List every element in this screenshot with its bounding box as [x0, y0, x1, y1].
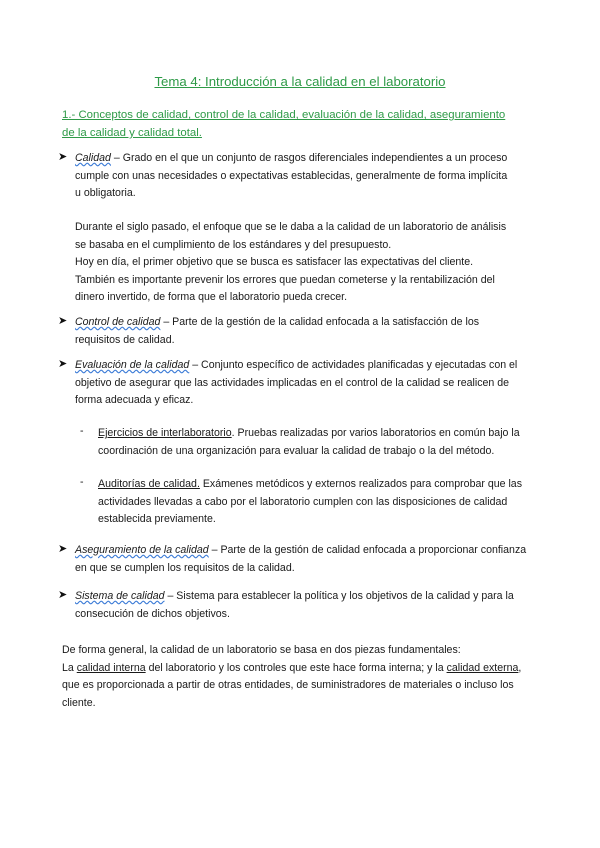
calidad-history-paragraph: [75, 219, 545, 307]
bullet-arrow-icon: ➤: [58, 543, 68, 555]
dash-bullet: -: [80, 476, 84, 488]
document-title: Tema 4: Introducción a la calidad en el laboratorio: [154, 74, 446, 89]
dash-bullet: -: [80, 425, 84, 437]
bullet-arrow-icon: ➤: [58, 358, 68, 370]
paragraph-line: dinero invertido, de forma que el laboratorio pueda crecer.: [75, 291, 348, 303]
paragraph-line: se basaba en el cumplimiento de los estándares y del presupuesto.: [75, 238, 392, 251]
closing-paragraph: [62, 642, 547, 712]
sub-item-line-2: actividades llevadas a cabo por el laboratorio cumplen con las disposiciones de calidad: [98, 495, 508, 508]
section-heading-line-2: de la calidad y calidad total.: [62, 127, 202, 139]
sub-item-text: . Pruebas realizadas por varios laboratorios en común bajo la: [231, 427, 520, 439]
term-interlaboratorio: Ejercicios de interlaboratorio: [98, 427, 232, 439]
section-heading-line-1: 1.- Conceptos de calidad, control de la calidad, evaluación de la calidad, aseguramiento: [62, 109, 506, 121]
term-calidad: Calidad: [75, 152, 111, 164]
closing-text: ,: [518, 661, 522, 674]
definition-line-3: forma adecuada y eficaz.: [75, 394, 194, 406]
closing-line-4: cliente.: [62, 696, 96, 709]
sub-item-text: Exámenes metódicos y externos realizados para comprobar que las: [199, 478, 522, 490]
sub-item-interlaboratorio: [98, 425, 543, 460]
definition-aseguramiento-calidad: [75, 542, 550, 577]
definition-evaluacion-calidad: [75, 357, 545, 410]
term-calidad-externa: calidad externa: [446, 661, 519, 674]
bullet-arrow-icon: ➤: [58, 151, 68, 163]
section-heading: [62, 106, 532, 142]
paragraph-line: Hoy en día, el primer objetivo que se busca es satisfacer las expectativas del cliente.: [75, 256, 474, 268]
definition-text: – Conjunto específico de actividades planificadas y ejecutadas con el: [189, 359, 518, 371]
closing-text: del laboratorio y los controles que este hace forma interna; y la: [145, 661, 447, 674]
bullet-arrow-icon: ➤: [58, 315, 68, 327]
definition-text: – Parte de la gestión de la calidad enfocada a la satisfacción de los: [160, 316, 480, 328]
sub-item-auditorias: [98, 476, 543, 529]
definition-text: – Sistema para establecer la política y los objetivos de la calidad y para la: [164, 590, 514, 602]
term-auditorias: Auditorías de calidad.: [98, 478, 200, 490]
term-evaluacion-calidad: Evaluación de la calidad: [75, 359, 190, 371]
closing-text: La: [62, 661, 77, 674]
sub-item-line-3: establecida previamente.: [98, 513, 216, 525]
sub-item-line-2: coordinación de una organización para evaluar la calidad de trabajo o la del método.: [98, 444, 495, 457]
term-sistema-calidad: Sistema de calidad: [75, 590, 165, 602]
term-control-calidad: Control de calidad: [75, 316, 161, 328]
definition-line-2: requisitos de calidad.: [75, 333, 175, 346]
definition-line-2: objetivo de asegurar que las actividades implicadas en el control de la calidad se realicen de: [75, 376, 510, 389]
definition-control-calidad: [75, 314, 545, 349]
term-aseguramiento-calidad: Aseguramiento de la calidad: [75, 544, 209, 556]
paragraph-line: También es importante prevenir los errores que puedan cometerse y la rentabilización del: [75, 273, 495, 286]
paragraph-line: Durante el siglo pasado, el enfoque que se le daba a la calidad de un laboratorio de análisis: [75, 221, 507, 233]
term-calidad-interna: calidad interna: [76, 661, 146, 674]
definition-line-2: consecución de dichos objetivos.: [75, 607, 230, 620]
definition-text: – Parte de la gestión de calidad enfocada a proporcionar confianza: [208, 544, 527, 556]
definition-sistema-calidad: [75, 588, 545, 623]
definition-line-2: en que se cumplen los requisitos de la calidad.: [75, 561, 295, 574]
closing-line-2: [62, 660, 547, 678]
bullet-arrow-icon: ➤: [58, 589, 68, 601]
closing-line-1: De forma general, la calidad de un laboratorio se basa en dos piezas fundamentales:: [62, 644, 461, 656]
definition-calidad-line-3: u obligatoria.: [75, 187, 136, 199]
closing-line-3: que es proporcionada a partir de otras entidades, de suministradores de materiales o incluso los: [62, 679, 514, 691]
definition-calidad: [75, 150, 545, 203]
definition-calidad-line-2: cumple con unas necesidades o expectativas establecidas, generalmente de forma implícita: [75, 169, 508, 182]
definition-calidad-text: – Grado en el que un conjunto de rasgos diferenciales independientes a un proceso: [110, 152, 508, 164]
